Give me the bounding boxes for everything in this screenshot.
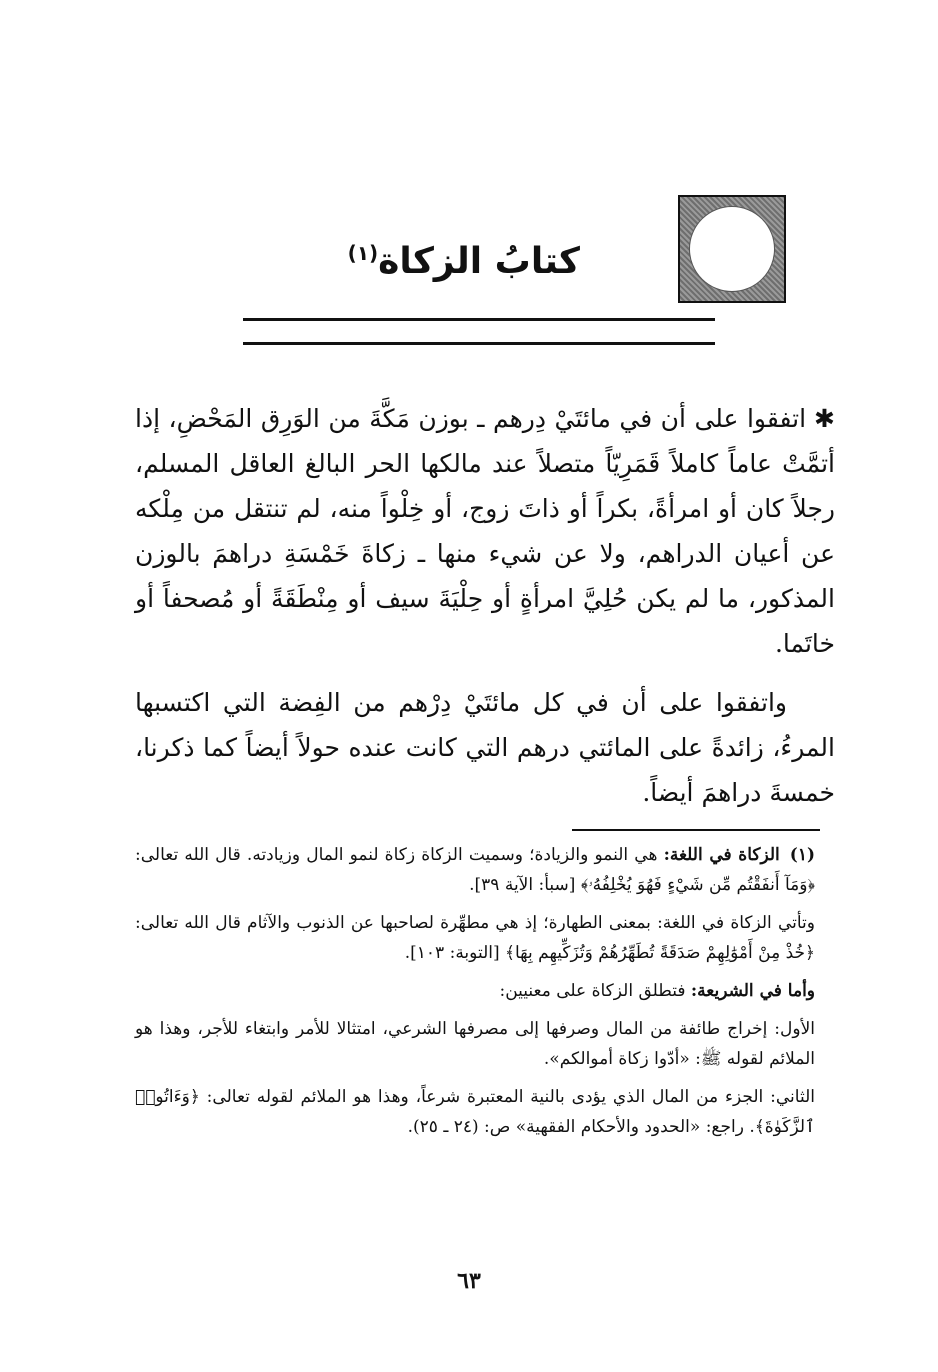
body-paragraph-2: واتفقوا على أن في كل مائتَيْ دِرْهم من الفِضة التي اكتسبها المرءُ، زائدةً على المائتي درهم التي كانت عنده حولاً أيضاً كما ذكرنا، خمسةَ دراهمَ أيضاً. — [135, 688, 835, 807]
footnote-paragraph-sharia — [135, 976, 815, 1006]
title-rule-top — [243, 318, 715, 321]
footnote-heading-sharia: وأما في الشريعة: — [690, 981, 815, 1001]
page-number: ٦٣ — [457, 1268, 481, 1294]
footnote-1 — [135, 840, 815, 900]
chapter-title — [348, 240, 580, 283]
footnotes — [135, 840, 815, 1150]
asterisk-icon: ✱ — [814, 404, 835, 433]
footnote-text-sharia: فتطلق الزكاة على معنيين: — [499, 981, 686, 1001]
frame-circle-icon — [678, 195, 786, 303]
footnote-text-lang: هي النمو والزيادة؛ وسميت الزكاة زكاة لنمو المال وزيادته. قال الله تعالى: ﴿وَمَآ أَنفَقْتُم مِّن شَيْءٍ فَهُوَ يُخْلِفُهُۥ﴾ [سبأ: الآية ٣٩]. — [135, 845, 815, 895]
ornament-circle — [689, 206, 775, 292]
footnote-paragraph-first: الأول: إخراج طائفة من المال وصرفها إلى مصرفها الشرعي، امتثالا للأمر وابتغاء للأجر، وهذا هو الملائم لقوله ﷺ: «أدّوا زكاة أموالكم». — [135, 1019, 815, 1069]
footnote-heading-lang: الزكاة في اللغة: — [663, 845, 780, 865]
footnote-number: (١) — [789, 845, 816, 865]
body-paragraph-1-text: اتفقوا على أن في مائتَيْ دِرهم ـ بوزن مَكَّةَ من الوَرِق المَحْضِ، إذا أتمَّتْ عاماً كاملاً قَمَرِيّاً متصلاً عند مالكها الحر البالغ العاقل المسلم، رجلاً كان أو امرأةً، بكراً أو ذاتَ زوج، أو خِلْواً منه، لم تنتقل من مِلْكه عن أعيان الدراهم، ولا عن شيء منها ـ زكاةَ خَمْسَةِ دراهمَ بالوزن المذكور، ما لم يكن حُلِيَّ امرأةٍ أو حِلْيَةَ سيف أو مِنْطَقَةً أو مُصحفاً أو خاتَما. — [135, 404, 835, 658]
footnote-paragraph-purity: وتأتي الزكاة في اللغة: بمعنى الطهارة؛ إذ هي مطهِّرة لصاحبها عن الذنوب والآثام قال الله تعالى: ﴿خُذْ مِنْ أَمْوَٰلِهِمْ صَدَقَةً تُطَهِّرُهُمْ وَتُزَكِّيهِم بِهَا﴾ [التوبة: ١٠٣]. — [135, 913, 815, 963]
title-rule-bottom — [243, 342, 715, 345]
chapter-title-text: كتابُ الزكاة — [378, 241, 580, 282]
footnote-paragraph-second: الثاني: الجزء من المال الذي يؤدى بالنية المعتبرة شرعاً، وهذا هو الملائم لقوله تعالى: ﴿وَءَاتُوا۟ ٱلزَّكَوٰةَ﴾. راجع: «الحدود والأحكام الفقهية» ص: (٢٤ ـ ٢٥). — [135, 1087, 815, 1137]
body-paragraph-1 — [135, 396, 835, 666]
footnote-separator — [572, 829, 820, 831]
main-text — [135, 396, 835, 829]
footnote-reference: (١) — [347, 241, 379, 265]
